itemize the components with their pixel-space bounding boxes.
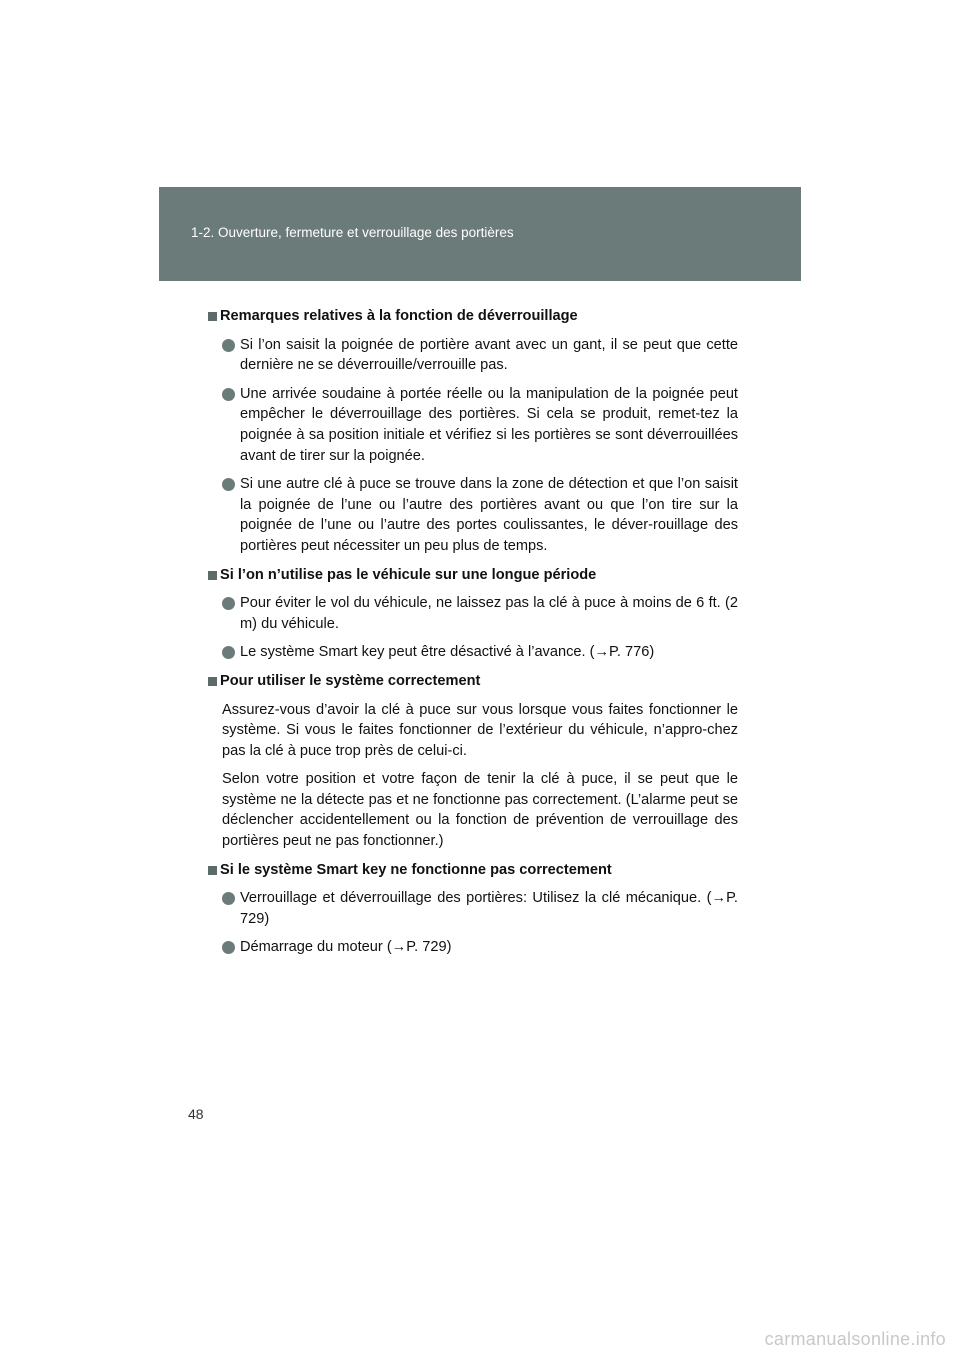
- section-heading-malfunction: [208, 860, 738, 881]
- list-item: [208, 937, 738, 958]
- list-item: [208, 642, 738, 663]
- section-heading-long-period: [208, 565, 738, 586]
- circle-bullet-icon: [222, 339, 235, 352]
- list-item: [208, 888, 738, 929]
- list-item: [208, 384, 738, 466]
- section-header-title: 1-2. Ouverture, fermeture et verrouillage des portières: [191, 225, 514, 240]
- square-bullet-icon: [208, 866, 217, 875]
- list-item-text: Si l’on saisit la poignée de portière avant avec un gant, il se peut que cette dernière ne se déverrouille/verrouille pas.: [240, 336, 738, 374]
- list-item-text: Verrouillage et déverrouillage des portières: Utilisez la clé mécanique. (→P. 729): [240, 890, 738, 927]
- section-heading-text: Pour utiliser le système correctement: [220, 672, 481, 689]
- section-heading-unlock-notes: [208, 306, 738, 327]
- list-item-text: Démarrage du moteur (→P. 729): [240, 939, 452, 956]
- section-heading-correct-use: [208, 671, 738, 692]
- section-heading-text: Si l’on n’utilise pas le véhicule sur une longue période: [220, 566, 597, 583]
- paragraph: Assurez-vous d’avoir la clé à puce sur vous lorsque vous faites fonctionner le système. Si vous le faites fonctionner de l’extérieur du véhicule, n’appro-chez pas la clé à puce trop près de celui-ci.: [222, 701, 738, 759]
- list-item: [208, 593, 738, 634]
- paragraph: Selon votre position et votre façon de tenir la clé à puce, il se peut que le système ne la détecte pas et ne fonctionne pas correctement. (L’alarme peut se déclencher accidentellement ou la fonction de prévention de verrouillage des portières peut ne pas fonctionner.): [222, 771, 738, 850]
- circle-bullet-icon: [222, 478, 235, 491]
- circle-bullet-icon: [222, 646, 235, 659]
- section-heading-text: Si le système Smart key ne fonctionne pas correctement: [220, 861, 612, 878]
- square-bullet-icon: [208, 312, 217, 321]
- square-bullet-icon: [208, 677, 217, 686]
- circle-bullet-icon: [222, 597, 235, 610]
- header-band: [159, 187, 801, 281]
- list-item-text: Si une autre clé à puce se trouve dans la zone de détection et que l’on saisit la poignée de l’une ou l’autre des portières avant ou que l’on tire sur la poignée de l’une ou l’autre des portes coulissantes, le déver-rouillage des portières peut nécessiter un peu plus de temps.: [240, 476, 738, 554]
- list-item-text: Pour éviter le vol du véhicule, ne laissez pas la clé à puce à moins de 6 ft. (2 m) du véhicule.: [240, 595, 738, 632]
- circle-bullet-icon: [222, 941, 235, 954]
- circle-bullet-icon: [222, 892, 235, 905]
- section-heading-text: Remarques relatives à la fonction de déverrouillage: [220, 308, 578, 324]
- list-item-text: Une arrivée soudaine à portée réelle ou la manipulation de la poignée peut empêcher le déverrouillage des portières. Si cela se produit, remet-tez la poignée à sa position initiale et vérifiez si les portières se sont déverrouillées avant de tirer sur la poignée.: [240, 385, 738, 464]
- list-item: [208, 474, 738, 556]
- page-number: 48: [188, 1106, 204, 1122]
- list-item-text: Le système Smart key peut être désactivé à l’avance. (→P. 776): [240, 644, 655, 661]
- watermark: carmanualsonline.info: [764, 1329, 946, 1349]
- circle-bullet-icon: [222, 388, 235, 401]
- content-body: [208, 306, 738, 958]
- list-item: [208, 335, 738, 376]
- square-bullet-icon: [208, 571, 217, 580]
